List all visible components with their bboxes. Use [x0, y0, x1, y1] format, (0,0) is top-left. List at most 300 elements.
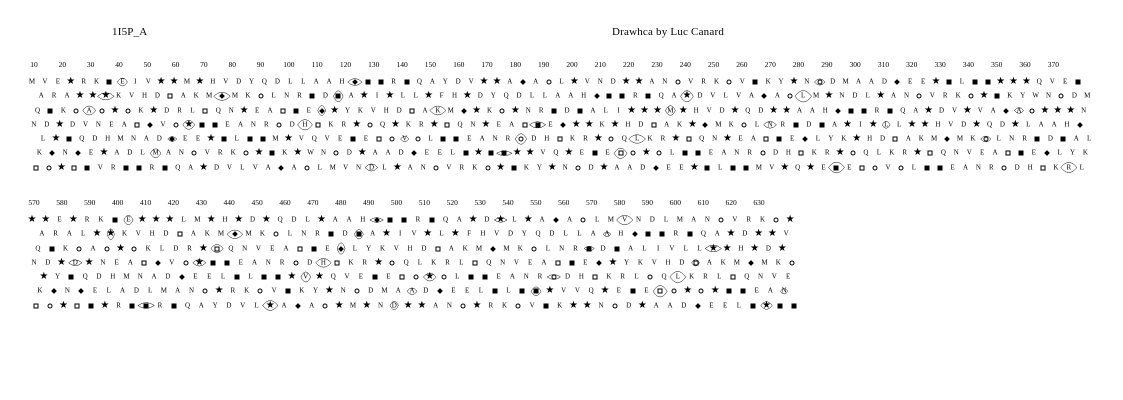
residue-letter: V	[669, 244, 675, 252]
residue-letter: D	[163, 229, 169, 238]
residue-letter: D	[421, 244, 427, 252]
hydrophobic-cluster-star: ★	[920, 118, 930, 130]
ruler-tick: 10	[30, 60, 38, 69]
residue-letter: D	[289, 120, 295, 129]
residue-letter: V	[226, 163, 232, 171]
residue-symbol-square	[618, 151, 623, 156]
residue-letter: D	[881, 77, 887, 86]
residue-letter: A	[963, 163, 969, 171]
residue-letter: D	[92, 134, 98, 143]
residue-letter: Y	[521, 229, 527, 238]
residue-letter: E	[386, 272, 391, 281]
residue-letter: V	[951, 106, 957, 114]
residue-letter: D	[626, 301, 632, 309]
hydrophobic-cluster-star: ★	[584, 118, 594, 130]
residue-letter: R	[84, 215, 90, 224]
residue-symbol-square-filled	[614, 246, 619, 251]
residue-letter: R	[701, 77, 706, 86]
residue-letter: A	[456, 215, 462, 224]
residue-letter: M	[205, 91, 213, 100]
hydrophobic-cluster-star: ★	[352, 118, 362, 130]
residue-letter: K	[145, 244, 151, 252]
residue-letter: N	[839, 91, 845, 100]
residue-letter: D	[758, 106, 764, 114]
hydrophobic-cluster-star: ★	[68, 214, 78, 225]
hydrophobic-cluster-star: ★	[627, 104, 637, 116]
residue-symbol-square-filled	[482, 275, 487, 280]
residue-symbol-square-filled	[793, 122, 798, 127]
residue-letter: L	[413, 91, 418, 100]
residue-letter: A	[509, 120, 515, 129]
residue-letter: A	[913, 106, 919, 114]
residue-letter: W	[307, 148, 314, 157]
residue-letter: L	[305, 215, 310, 224]
residue-letter: L	[288, 77, 293, 86]
residue-letter: A	[905, 134, 911, 143]
hydrophobic-cluster-star: ★	[283, 133, 293, 144]
residue-symbol-square-filled	[429, 218, 434, 223]
residue-symbol-circle	[576, 165, 581, 170]
residue-letter: A	[198, 301, 204, 309]
residue-letter: D	[719, 106, 725, 114]
residue-symbol-square-filled	[107, 80, 112, 85]
residue-letter: V	[343, 163, 349, 171]
residue-symbol-square-filled	[85, 165, 90, 170]
residue-symbol-square-filled	[646, 232, 651, 237]
residue-letter: A	[796, 106, 803, 114]
hydrophobic-cluster-star: ★	[767, 228, 777, 240]
residue-symbol-circle	[969, 94, 974, 99]
residue-letter: N	[340, 286, 346, 295]
residue-letter: H	[935, 120, 941, 129]
residue-letter: M	[329, 163, 336, 171]
ruler-band-1	[24, 60, 1099, 74]
residue-letter: M	[931, 134, 938, 143]
residue-symbol-square-filled	[552, 108, 557, 113]
residue-letter: M	[1084, 91, 1091, 100]
residue-letter: N	[1081, 106, 1087, 114]
residue-letter: L	[317, 163, 322, 171]
residue-letter: H	[451, 91, 458, 100]
residue-letter: E	[708, 148, 714, 157]
hydrophobic-cluster-star: ★	[425, 271, 435, 282]
residue-letter: L	[815, 134, 821, 143]
residue-letter: N	[377, 301, 384, 309]
residue-letter: R	[1066, 163, 1072, 171]
residue-letter: L	[663, 215, 669, 224]
residue-letter: D	[45, 258, 51, 267]
hydrophobic-cluster-star: ★	[1066, 104, 1076, 116]
residue-letter: V	[494, 229, 500, 238]
residue-letter: Q	[35, 244, 41, 252]
residue-symbol-square-filled	[404, 80, 409, 85]
residue-symbol-square-filled	[137, 165, 142, 170]
residue-letter: N	[523, 272, 529, 281]
residue-symbol-square-filled	[887, 108, 892, 113]
residue-letter: I	[656, 244, 660, 252]
hydrophobic-cluster-star: ★	[316, 214, 326, 225]
residue-symbol-square-filled	[285, 289, 290, 294]
residue-letter: L	[1057, 148, 1062, 157]
residue-letter: V	[298, 134, 304, 143]
residue-letter: M	[194, 215, 201, 224]
hydrophobic-cluster-star: ★	[293, 147, 303, 159]
residue-letter: D	[226, 301, 232, 309]
residue-letter: L	[642, 244, 647, 252]
residue-symbol-square	[893, 137, 898, 142]
residue-letter: K	[435, 106, 441, 114]
residue-letter: E	[920, 77, 926, 86]
residue-letter: Q	[745, 106, 751, 114]
residue-letter: A	[190, 229, 196, 238]
hydrophobic-cluster-star: ★	[569, 76, 579, 87]
residue-letter: A	[448, 244, 454, 252]
residue-symbol-square	[522, 122, 527, 127]
residue-letter: M	[272, 134, 279, 143]
residue-letter: E	[722, 301, 728, 309]
residue-letter: M	[812, 91, 820, 100]
ruler-tick: 190	[538, 60, 550, 69]
residue-letter: R	[315, 229, 320, 238]
hydrophobic-cluster-star: ★	[785, 214, 795, 225]
residue-letter: K	[244, 286, 250, 295]
residue-letter: L	[603, 106, 608, 114]
residue-letter: V	[966, 148, 972, 157]
residue-letter: Y	[490, 91, 496, 100]
residue-letter: H	[320, 258, 326, 267]
residue-letter: H	[149, 229, 155, 238]
residue-letter: E	[980, 148, 985, 157]
residue-letter: K	[37, 286, 43, 295]
residue-letter: D	[133, 286, 139, 295]
residue-letter: A	[291, 163, 297, 171]
residue-letter: R	[583, 134, 588, 143]
residue-letter: D	[368, 286, 374, 295]
residue-symbol-square-filled	[777, 137, 782, 142]
residue-letter: R	[989, 163, 994, 171]
residue-letter: M	[733, 258, 741, 267]
residue-letter: D	[806, 120, 812, 129]
residue-letter: N	[635, 215, 641, 224]
residue-letter: D	[830, 77, 836, 86]
residue-letter: M	[607, 215, 615, 224]
hydrophobic-cluster-star: ★	[92, 228, 102, 240]
residue-letter: A	[868, 77, 874, 86]
residue-letter: V	[402, 134, 408, 143]
residue-letter: K	[759, 215, 766, 224]
ruler-tick: 530	[474, 198, 486, 207]
residue-letter: M	[123, 272, 130, 281]
residue-letter: K	[116, 91, 122, 100]
residue-letter: K	[765, 77, 771, 86]
hydrophobic-cluster-star: ★	[239, 104, 249, 116]
ruler-tick: 260	[736, 60, 748, 69]
residue-letter: L	[455, 272, 460, 281]
hydrophobic-cluster-star: ★	[362, 299, 372, 311]
hydrophobic-cluster-star: ★	[194, 256, 204, 268]
residue-symbol-circle	[434, 165, 439, 170]
residue-letter: L	[352, 244, 358, 252]
hydrophobic-cluster-star: ★	[754, 228, 764, 240]
residue-symbol-circle	[277, 122, 282, 127]
hydrophobic-cluster-star: ★	[1010, 118, 1020, 130]
residue-letter: N	[975, 163, 981, 171]
residue-letter: A	[590, 229, 596, 238]
residue-symbol-square	[473, 260, 478, 265]
residue-letter: Y	[249, 77, 255, 86]
ruler-tick: 590	[84, 198, 96, 207]
residue-letter: L	[287, 229, 293, 238]
residue-symbol-square-filled	[89, 303, 94, 308]
residue-symbol-square-filled	[1018, 151, 1023, 156]
residue-letter: Y	[624, 258, 630, 267]
residue-letter: K	[357, 106, 363, 114]
residue-letter: K	[606, 272, 612, 281]
residue-letter: H	[785, 148, 791, 157]
residue-letter: N	[734, 148, 740, 157]
residue-letter: R	[488, 301, 494, 309]
residue-letter: A	[86, 106, 92, 114]
hydrophobic-cluster-star: ★	[450, 228, 460, 240]
residue-letter: Q	[863, 148, 869, 157]
residue-letter: A	[175, 286, 181, 295]
residue-letter: D	[477, 91, 483, 100]
hydrophobic-cluster-star: ★	[806, 161, 816, 173]
residue-letter: A	[39, 229, 45, 238]
residue-symbol-square-filled	[731, 165, 736, 170]
residue-letter: A	[509, 272, 515, 281]
residue-symbol-circle	[304, 165, 309, 170]
residue-letter: D	[765, 244, 771, 252]
residue-symbol-square-filled	[356, 232, 361, 237]
residue-letter: L	[428, 134, 433, 143]
residue-symbol-square-filled	[489, 151, 494, 156]
residue-letter: A	[653, 301, 659, 309]
residue-letter: V	[885, 163, 891, 171]
residue-letter: H	[665, 258, 671, 267]
residue-symbol-circle	[132, 246, 137, 251]
hydrophobic-cluster-star: ★	[55, 118, 65, 130]
residue-letter: A	[555, 91, 561, 100]
residue-symbol-square-filled	[144, 303, 149, 308]
residue-letter: M	[676, 215, 683, 224]
residue-letter: L	[1026, 120, 1031, 129]
residue-letter: M	[503, 244, 510, 252]
hydrophobic-cluster-star: ★	[962, 104, 972, 116]
residue-letter: A	[627, 163, 633, 171]
residue-symbol-square-filled	[985, 80, 990, 85]
residue-letter: R	[874, 106, 880, 114]
residue-letter: Q	[900, 106, 906, 114]
residue-symbol-circle	[323, 303, 328, 308]
residue-letter: L	[634, 272, 639, 281]
residue-letter: V	[446, 163, 452, 171]
residue-symbol-square-filled	[937, 165, 942, 170]
residue-letter: R	[391, 77, 396, 86]
residue-letter: N	[562, 163, 568, 171]
hydrophobic-cluster-star: ★	[381, 228, 391, 240]
hydrophobic-cluster-star: ★	[390, 118, 400, 130]
residue-letter: L	[81, 229, 86, 238]
residue-letter: D	[516, 91, 522, 100]
residue-symbol-square-filled	[1035, 137, 1040, 142]
residue-letter: N	[470, 120, 476, 129]
hydrophobic-cluster-star: ★	[678, 104, 688, 116]
residue-letter: R	[632, 91, 638, 100]
hydrophobic-cluster-star: ★	[116, 242, 126, 254]
ruler-tick: 470	[307, 198, 319, 207]
residue-letter: L	[801, 91, 806, 100]
residue-letter: D	[70, 120, 76, 129]
ruler-tick: 560	[558, 198, 570, 207]
hydrophobic-cluster-star: ★	[88, 90, 98, 102]
residue-letter: K	[230, 148, 236, 157]
residue-letter: R	[538, 106, 544, 114]
residue-letter: A	[706, 258, 712, 267]
residue-letter: Q	[261, 77, 267, 86]
residue-symbol-square-filled	[727, 289, 732, 294]
residue-symbol-square-filled	[502, 151, 507, 156]
residue-letter: H	[383, 106, 389, 114]
ruler-tick: 610	[697, 198, 709, 207]
residue-symbol-circle	[760, 151, 765, 156]
residue-symbol-square-filled	[569, 260, 574, 265]
residue-letter: V	[271, 286, 277, 295]
chain-label: 1I5P_A	[112, 26, 148, 38]
residue-symbol-square-filled	[388, 218, 393, 223]
residue-symbol-circle	[192, 151, 197, 156]
residue-symbol-circle	[657, 151, 662, 156]
residue-symbol-square-filled	[212, 122, 217, 127]
hydrophobic-cluster-star: ★	[722, 242, 732, 254]
residue-letter: L	[896, 120, 902, 129]
residue-symbol-circle	[742, 122, 747, 127]
residue-symbol-square-filled	[372, 275, 377, 280]
ruler-tick: 110	[311, 60, 323, 69]
residue-letter: K	[259, 229, 265, 238]
residue-letter: K	[677, 120, 683, 129]
ruler-tick: 320	[906, 60, 918, 69]
hydrophobic-cluster-star: ★	[789, 76, 799, 87]
residue-letter: M	[28, 77, 36, 86]
residue-letter: A	[422, 106, 428, 114]
residue-letter: N	[301, 229, 307, 238]
sequence-band-1	[24, 60, 1099, 185]
residue-letter: E	[908, 77, 913, 86]
residue-letter: K	[138, 106, 144, 114]
residue-letter: E	[363, 134, 369, 143]
ruler-tick: 600	[669, 198, 681, 207]
residue-letter: H	[1027, 163, 1033, 171]
residue-letter: D	[1014, 163, 1020, 171]
residue-letter: L	[459, 258, 464, 267]
ruler-tick: 570	[586, 198, 598, 207]
ruler-tick: 240	[679, 60, 691, 69]
residue-letter: L	[529, 91, 535, 100]
residue-letter: Q	[277, 215, 283, 224]
residue-letter: E	[789, 134, 795, 143]
residue-letter: A	[750, 134, 756, 143]
residue-letter: E	[207, 272, 212, 281]
residue-letter: N	[420, 163, 426, 171]
residue-symbol-circle	[293, 260, 298, 265]
hydrophobic-cluster-star: ★	[473, 147, 483, 159]
residue-letter: Y	[778, 77, 784, 86]
ruler-tick: 300	[849, 60, 861, 69]
residue-letter: V	[324, 134, 330, 143]
residue-symbol-circle	[817, 80, 822, 85]
residue-symbol-square-filled	[1076, 80, 1081, 85]
hydrophobic-cluster-star: ★	[547, 161, 557, 173]
residue-letter: A	[891, 91, 897, 100]
residue-letter: V	[706, 106, 712, 114]
residue-symbol-square-filled	[112, 218, 117, 223]
ruler-tick: 350	[991, 60, 1003, 69]
residue-letter: E	[437, 148, 442, 157]
residue-letter: A	[721, 148, 727, 157]
residue-letter: A	[395, 286, 401, 295]
ruler-tick: 310	[877, 60, 890, 69]
residue-letter: L	[254, 301, 259, 309]
residue-letter: V	[529, 301, 535, 309]
residue-letter: A	[568, 91, 574, 100]
residue-letter: N	[242, 244, 248, 252]
residue-letter: L	[635, 134, 640, 143]
residue-letter: L	[382, 163, 387, 171]
hydrophobic-cluster-star: ★	[1053, 104, 1063, 116]
residue-letter: N	[320, 148, 327, 157]
hydrophobic-cluster-star: ★	[671, 133, 681, 144]
residue-letter: D	[879, 134, 886, 143]
hydrophobic-cluster-star: ★	[761, 299, 771, 311]
residue-letter: V	[769, 163, 775, 171]
residue-letter: K	[889, 148, 895, 157]
hydrophobic-cluster-star: ★	[730, 104, 740, 116]
hydrophobic-cluster-star: ★	[600, 285, 610, 297]
residue-letter: Q	[795, 163, 801, 171]
residue-letter: N	[228, 106, 234, 114]
residue-letter: A	[604, 229, 610, 238]
residue-symbol-circle	[354, 289, 359, 294]
residue-symbol-circle	[671, 289, 676, 294]
hydrophobic-cluster-star: ★	[39, 271, 49, 282]
residue-letter: R	[157, 301, 163, 309]
residue-letter: D	[565, 272, 571, 281]
hydrophobic-cluster-star: ★	[924, 104, 934, 116]
residue-symbol-square	[177, 232, 182, 237]
residue-letter: A	[691, 215, 697, 224]
residue-letter: K	[570, 134, 576, 143]
residue-letter: N	[130, 134, 136, 143]
residue-symbol-square-filled	[705, 165, 710, 170]
residue-letter: A	[1051, 120, 1057, 129]
residue-letter: D	[291, 215, 297, 224]
residue-letter: L	[545, 244, 551, 252]
residue-symbol-circle	[413, 275, 418, 280]
residue-letter: R	[746, 215, 752, 224]
residue-symbol-square-filled	[696, 151, 701, 156]
hydrophobic-cluster-star: ★	[101, 90, 111, 102]
residue-letter: N	[953, 148, 959, 157]
hydrophobic-cluster-star: ★	[682, 90, 692, 102]
residue-letter: N	[100, 258, 106, 267]
hydrophobic-cluster-star: ★	[593, 133, 603, 144]
residue-letter: V	[688, 77, 694, 86]
ruler-tick: 180	[509, 60, 521, 69]
residue-symbol-square	[335, 260, 340, 265]
ruler-tick: 340	[962, 60, 975, 69]
residue-symbol-square	[33, 165, 38, 170]
